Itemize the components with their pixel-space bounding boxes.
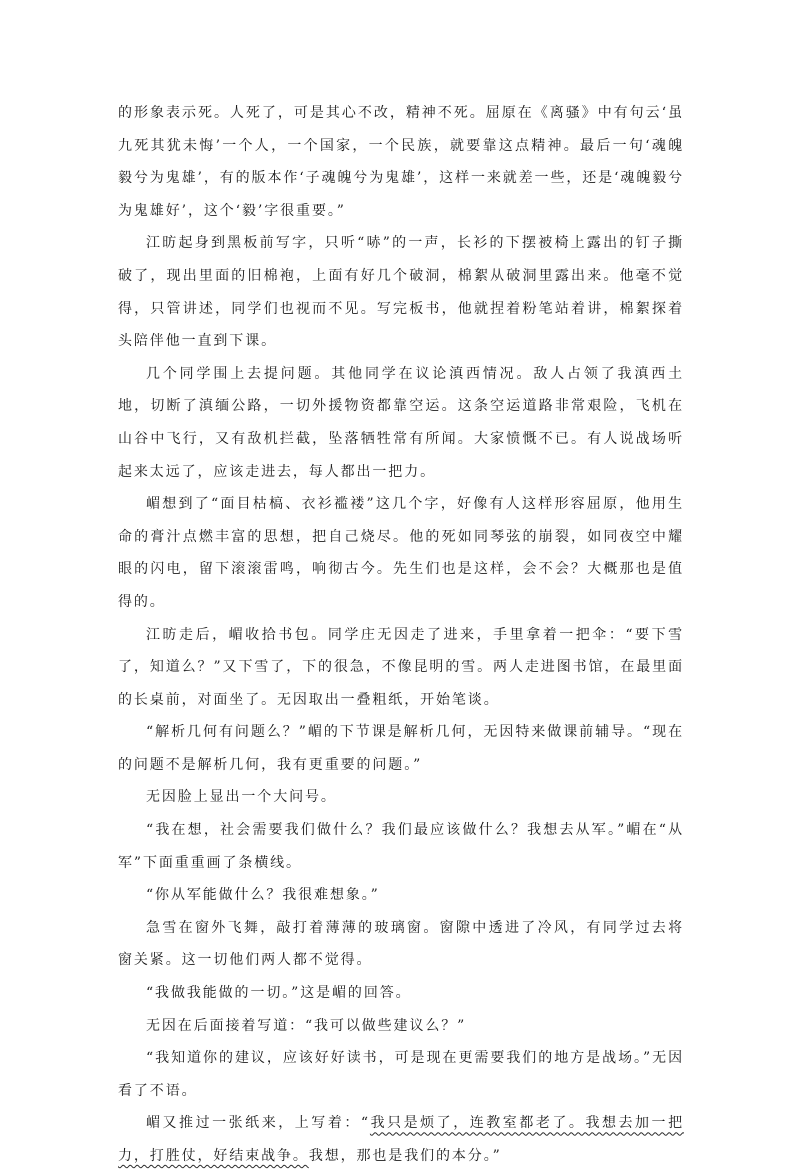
body-text <box>118 97 684 1173</box>
paragraph: 嵋想到了“面目枯槁、衣衫褴褛”这几个字，好像有人这样形容屈原，他用生命的膏汁点燃丰富的思想，把自己烧尽。他的死如同琴弦的崩裂，如同夜空中耀眼的闪电，留下滚滚雷鸣，响彻古今。先生们也是这样，会不会？大概那也是值得的。 <box>118 496 684 610</box>
paragraph: 江昉起身到黑板前写字，只听“哧”的一声，长衫的下摆被椅上露出的钉子撕破了，现出里面的旧棉袍，上面有好几个破洞，棉絮从破洞里露出来。他毫不觉得，只管讲述，同学们也视而不见。写完板书，他就捏着粉笔站着讲，棉絮探着头陪伴他一直到下课。 <box>118 235 684 350</box>
paragraph: 无因在后面接着写道：“我可以做些建议么？” <box>146 1017 467 1034</box>
paragraph-text: 我想，那也是我们的本分。” <box>308 1148 502 1164</box>
paragraph: “我在想，社会需要我们做什么？我们最应该做什么？我想去从军。”嵋在“从军”下面重重画了条横线。 <box>118 822 684 871</box>
paragraph: “我做我能做的一切。”这是嵋的回答。 <box>146 985 412 1002</box>
paragraph: “我知道你的建议，应该好好读书，可是现在更需要我们的地方是战场。”无因看了不语。 <box>118 1050 684 1099</box>
paragraph: 无因脸上显出一个大问号。 <box>146 789 337 806</box>
paragraph: “解析几何有问题么？”嵋的下节课是解析几何，无因特来做课前辅导。“现在的问题不是解析几何，我有更重要的问题。” <box>118 724 684 773</box>
paragraph-continuation: 的形象表示死。人死了，可是其心不改，精神不死。屈原在《离骚》中有句云‘虽九死其犹未悔’一个人，一个国家，一个民族，就要靠这点精神。最后一句‘魂魄毅兮为鬼雄’，有的版本作‘子魂魄兮为鬼雄’，这样一来就差一些，还是‘魂魄毅兮为鬼雄好’，这个‘毅’字很重要。” <box>118 105 684 219</box>
paragraph-text: 嵋又推过一张纸来，上写着：“ <box>146 1115 370 1132</box>
paragraph: 急雪在窗外飞舞，敲打着薄薄的玻璃窗。窗隙中透进了冷风，有同学过去将窗关紧。这一切他们两人都不觉得。 <box>118 919 684 969</box>
paragraph-last <box>118 1107 684 1172</box>
paragraph: 江昉走后，嵋收拾书包。同学庄无因走了进来，手里拿着一把伞：“要下雪了，知道么？”又下雪了，下的很急，不像昆明的雪。两人走进图书馆，在最里面的长桌前，对面坐了。无因取出一叠粗纸，开始笔谈。 <box>118 626 684 708</box>
wavy-underlined-text: 我只是烦了，连教室都老了。我想去加一把力，打胜仗，好结束战争。 <box>118 1115 684 1164</box>
paragraph: 几个同学围上去提问题。其他同学在议论滇西情况。敌人占领了我滇西土地，切断了滇缅公路，一切外援物资都靠空运。这条空运道路非常艰险，飞机在山谷中飞行，又有敌机拦截，坠落牺牲常有所闻。大家愤慨不已。有人说战场听起来太远了，应该走进去，每人都出一把力。 <box>118 365 684 480</box>
paragraph: “你从军能做什么？我很难想象。” <box>146 887 380 904</box>
